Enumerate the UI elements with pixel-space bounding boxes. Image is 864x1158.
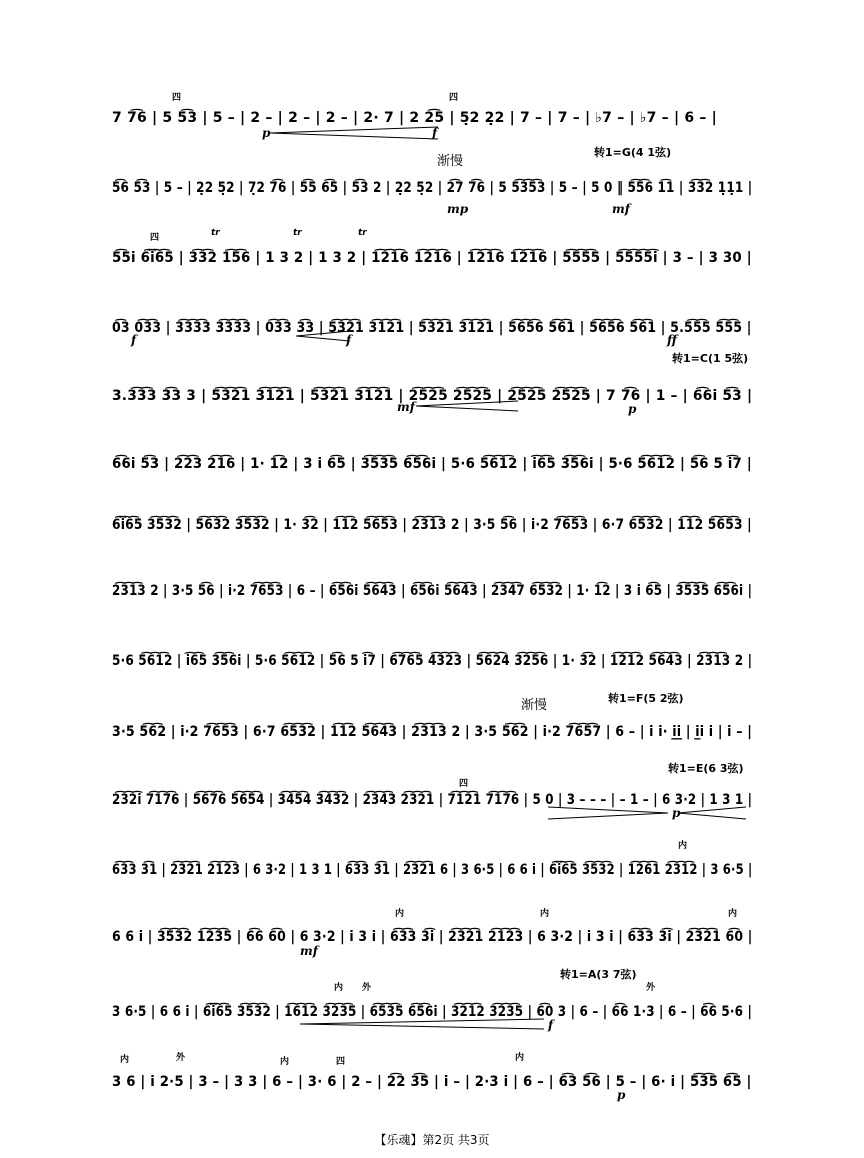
fingering-si-3: 四: [150, 233, 160, 243]
fingering-si-5: 四: [336, 1057, 346, 1067]
trill-mark-2: tr: [293, 228, 302, 238]
fingering-si-4: 四: [459, 779, 469, 789]
fingering-nei: 内: [678, 841, 688, 851]
key-change-e: 转1=E(6 3弦): [668, 762, 744, 775]
fingering-nei-4: 内: [728, 909, 738, 919]
key-change-g: 转1=G(4 1弦): [594, 146, 672, 159]
score-line-6: 6͡6i 5͡3 | 2͡2͡3 2͡1͡6 | 1· 1͡2 | 3 i 6͡5 | 3͡5͡3͡5 6͡5͡6i | 5·6 5͡6͡1͡2 | i͡6͡5 3͡5͡6i | 5·6 5͡6͡1͡2 | 5͡6 5 i͡7 |: [112, 456, 752, 472]
score-line-5: 3.3͡3͡3 3͡3 3 | 5͡3͡2͡1 3͡1͡2͡1 | 5͡3͡2͡1 3͡1͡2͡1 | 2͡5͡2͡5 2͡5͡2͡5 | 2͡5͡2͡5 2͡5͡2͡5 | 7 7͡6 | 1 – | 6͡6i 5͡3 |: [112, 388, 752, 404]
crescendo-hairpin-3: [416, 400, 520, 412]
score-line-10: 3·5 5͡6͡2 | i·2 7͡6͡5͡3 | 6·7 6͡5͡3͡2 | 1͡1͡2 5͡6͡4͡3 | 2͡3͡1͡3 2 | 3·5 5͡6͡2 | i·2 7͡6͡5͡7 | 6 – | i i· i̲i̲ | i̲i i | i – |: [112, 724, 752, 740]
fingering-nei-5: 内: [334, 983, 344, 993]
fingering-wai-2: 外: [646, 983, 656, 993]
score-line-8: 2͡3͡1͡3 2 | 3·5 5͡6 | i·2 7͡6͡5͡3 | 6 – | 6͡5͡6i 5͡6͡4͡3 | 6͡5͡6i 5͡6͡4͡3 | 2͡3͡4͡7 6͡5͡3͡2 | 1· 1͡2 | 3 i 6͡5 | 3͡5͡3͡5 6͡5͡6i |: [112, 583, 752, 599]
fingering-nei-3: 内: [540, 909, 550, 919]
dynamic-ff: ff: [667, 333, 677, 347]
crescendo-hairpin: [270, 126, 440, 140]
page-footer: 【乐魂】第2页 共3页: [374, 1133, 490, 1147]
fingering-si-2: 四: [449, 93, 459, 103]
dynamic-p-3: p: [672, 806, 681, 820]
dynamic-f-2: f: [131, 333, 137, 347]
score-line-7: 6͡i͡6͡5 3͡5͡3͡2 | 5͡6͡3͡2 3͡5͡3͡2 | 1· 3͡2 | 1͡1͡2 5͡6͡5͡3 | 2͡3͡1͡3 2 | 3·5 5͡6 | i·2 7͡6͡5͡3 | 6·7 6͡5͡3͡2 | 1͡1͡2 5͡6͡5͡3 |: [112, 517, 752, 533]
dynamic-mf-2: mf: [397, 400, 415, 414]
trill-mark: tr: [211, 228, 220, 238]
fingering-si: 四: [172, 93, 182, 103]
fingering-wai: 外: [362, 983, 372, 993]
dynamic-mf-3: mf: [300, 944, 318, 958]
score-line-12: 6͡3͡3 3͡1 | 2͡3͡2͡1 2͡1͡2͡3 | 6 3·2 | 1 3 1 | 6͡3͡3 3͡1 | 2͡3͡2͡1 6 | 3 6·5 | 6 6 i | 6͡i͡6͡5 3͡5͡3͡2 | 1͡2͡6͡1 2͡3͡1͡2 | 3 6·5 |: [112, 862, 752, 878]
tempo-marking-jianman: 渐慢: [437, 154, 464, 169]
diminuendo-hairpin: [548, 806, 748, 820]
key-change-a: 转1=A(3 7弦): [560, 968, 637, 981]
score-line-3: 5͡5i 6͡i͡6͡5 | 3͡3͡2 1͡5͡6 | 1 3 2 | 1 3 2 | 1͡2͡1͡6 1͡2͡1͡6 | 1͡2͡1͡6 1͡2͡1͡6 | 5͡5͡5͡5 | 5͡5͡5͡5͡i | 3 – | 3 30 |: [112, 250, 752, 266]
key-change-f: 转1=F(5 2弦): [608, 692, 684, 705]
fingering-nei-8: 内: [515, 1053, 525, 1063]
score-line-2: 5͡6 5͡3 | 5 – | 2̣2 5̣2 | 7̣2 7͡6 | 5͡5 6͡5 | 5͡3 2 | 2̣2 5̣2 | 2͡7 7͡6 | 5 5͡3͡5͡3 | 5 – | 5 0 ‖ 5͡5͡6 1͡1 | 3͡3͡2 1̣1̣1 |: [112, 180, 752, 196]
score-line-15: 3 6 | i 2·5 | 3 – | 3 3 | 6 – | 3· 6 | 2 – | 2͡2 3͡5 | i – | 2·3 i | 6 – | 6͡3 5͡6 | 5 – | 6· i | 5͡3͡5 6͡5 |: [112, 1074, 752, 1090]
dynamic-mp: mp: [447, 202, 469, 216]
fingering-nei-6: 内: [120, 1055, 130, 1065]
dynamic-mf: mf: [612, 202, 630, 216]
dynamic-f-4: f: [548, 1018, 554, 1032]
fingering-nei-7: 内: [280, 1057, 290, 1067]
dynamic-p-2: p: [628, 402, 637, 416]
dynamic-f-3: f: [346, 333, 352, 347]
score-line-11: 2͡3͡2͡i 7͡1͡7͡6 | 5͡6͡7͡6 5͡6͡5͡4 | 3͡4͡5͡4 3͡4͡3͡2 | 2͡3͡4͡3 2͡3͡2͡1 | 7͡1͡2͡1 7͡1͡7͡6 | 5 0 | 3 – – – | – 1 – | 6 3·2 | 1 3 1 |: [112, 792, 752, 808]
fingering-wai-3: 外: [176, 1053, 186, 1063]
dynamic-p-4: p: [617, 1088, 626, 1102]
score-line-14: 3 6·5 | 6 6 i | 6͡i͡6͡5 3͡5͡3͡2 | 1͡6͡1͡2 3͡2͡3͡5 | 6͡5͡3͡5 6͡5͡6i | 3͡2͡1͡2 3͡2͡3͡5 | 6͡0 3 | 6 – | 6͡6 1·3 | 6 – | 6͡6 5·6 |: [112, 1004, 752, 1020]
score-line-9: 5·6 5͡6͡1͡2 | i͡6͡5 3͡5͡6i | 5·6 5͡6͡1͡2 | 5͡6 5 i͡7 | 6͡7͡6͡5 4͡3͡2͡3 | 5͡6͡2͡4 3͡2͡5͡6 | 1· 3͡2 | 1͡2͡1͡2 5͡6͡4͡3 | 2͡3͡1͡3 2 |: [112, 653, 752, 669]
key-change-c: 转1=C(1 5弦): [672, 352, 749, 365]
score-line-1: 7 7͡6 | 5 5͡3 | 5 – | 2 – | 2 – | 2 – | 2· 7 | 2 2͡5 | 5̣2 2̣2 | 7 – | 7 – | ♭7 – | ♭7 – | 6 – |: [112, 110, 717, 126]
crescendo-hairpin-2: [296, 330, 352, 342]
tempo-marking-jianman-2: 渐慢: [521, 698, 548, 713]
trill-mark-3: tr: [358, 228, 367, 238]
score-line-4: 0͡3 0͡3͡3 | 3͡3͡3͡3 3͡3͡3͡3 | 0͡3͡3 3͡3 | 5͡3͡2͡1 3͡1͡2͡1 | 5͡3͡2͡1 3͡1͡2͡1 | 5͡6͡5͡6 5͡6͡1 | 5͡6͡5͡6 5͡6͡1 | 5.5͡5͡5 5͡5͡5 |: [112, 320, 752, 336]
score-line-13: 6 6 i | 3͡5͡3͡2 1͡2͡3͡5 | 6͡6 6͡0 | 6 3·2 | i 3 i | 6͡3͡3 3͡i | 2͡3͡2͡1 2͡1͡2͡3 | 6 3·2 | i 3 i | 6͡3͡3 3͡i | 2͡3͡2͡1 6͡0 |: [112, 929, 752, 945]
dynamic-f: f: [432, 126, 438, 140]
fingering-nei-2: 内: [395, 909, 405, 919]
crescendo-hairpin-4: [300, 1018, 546, 1030]
dynamic-p: p: [262, 126, 271, 140]
